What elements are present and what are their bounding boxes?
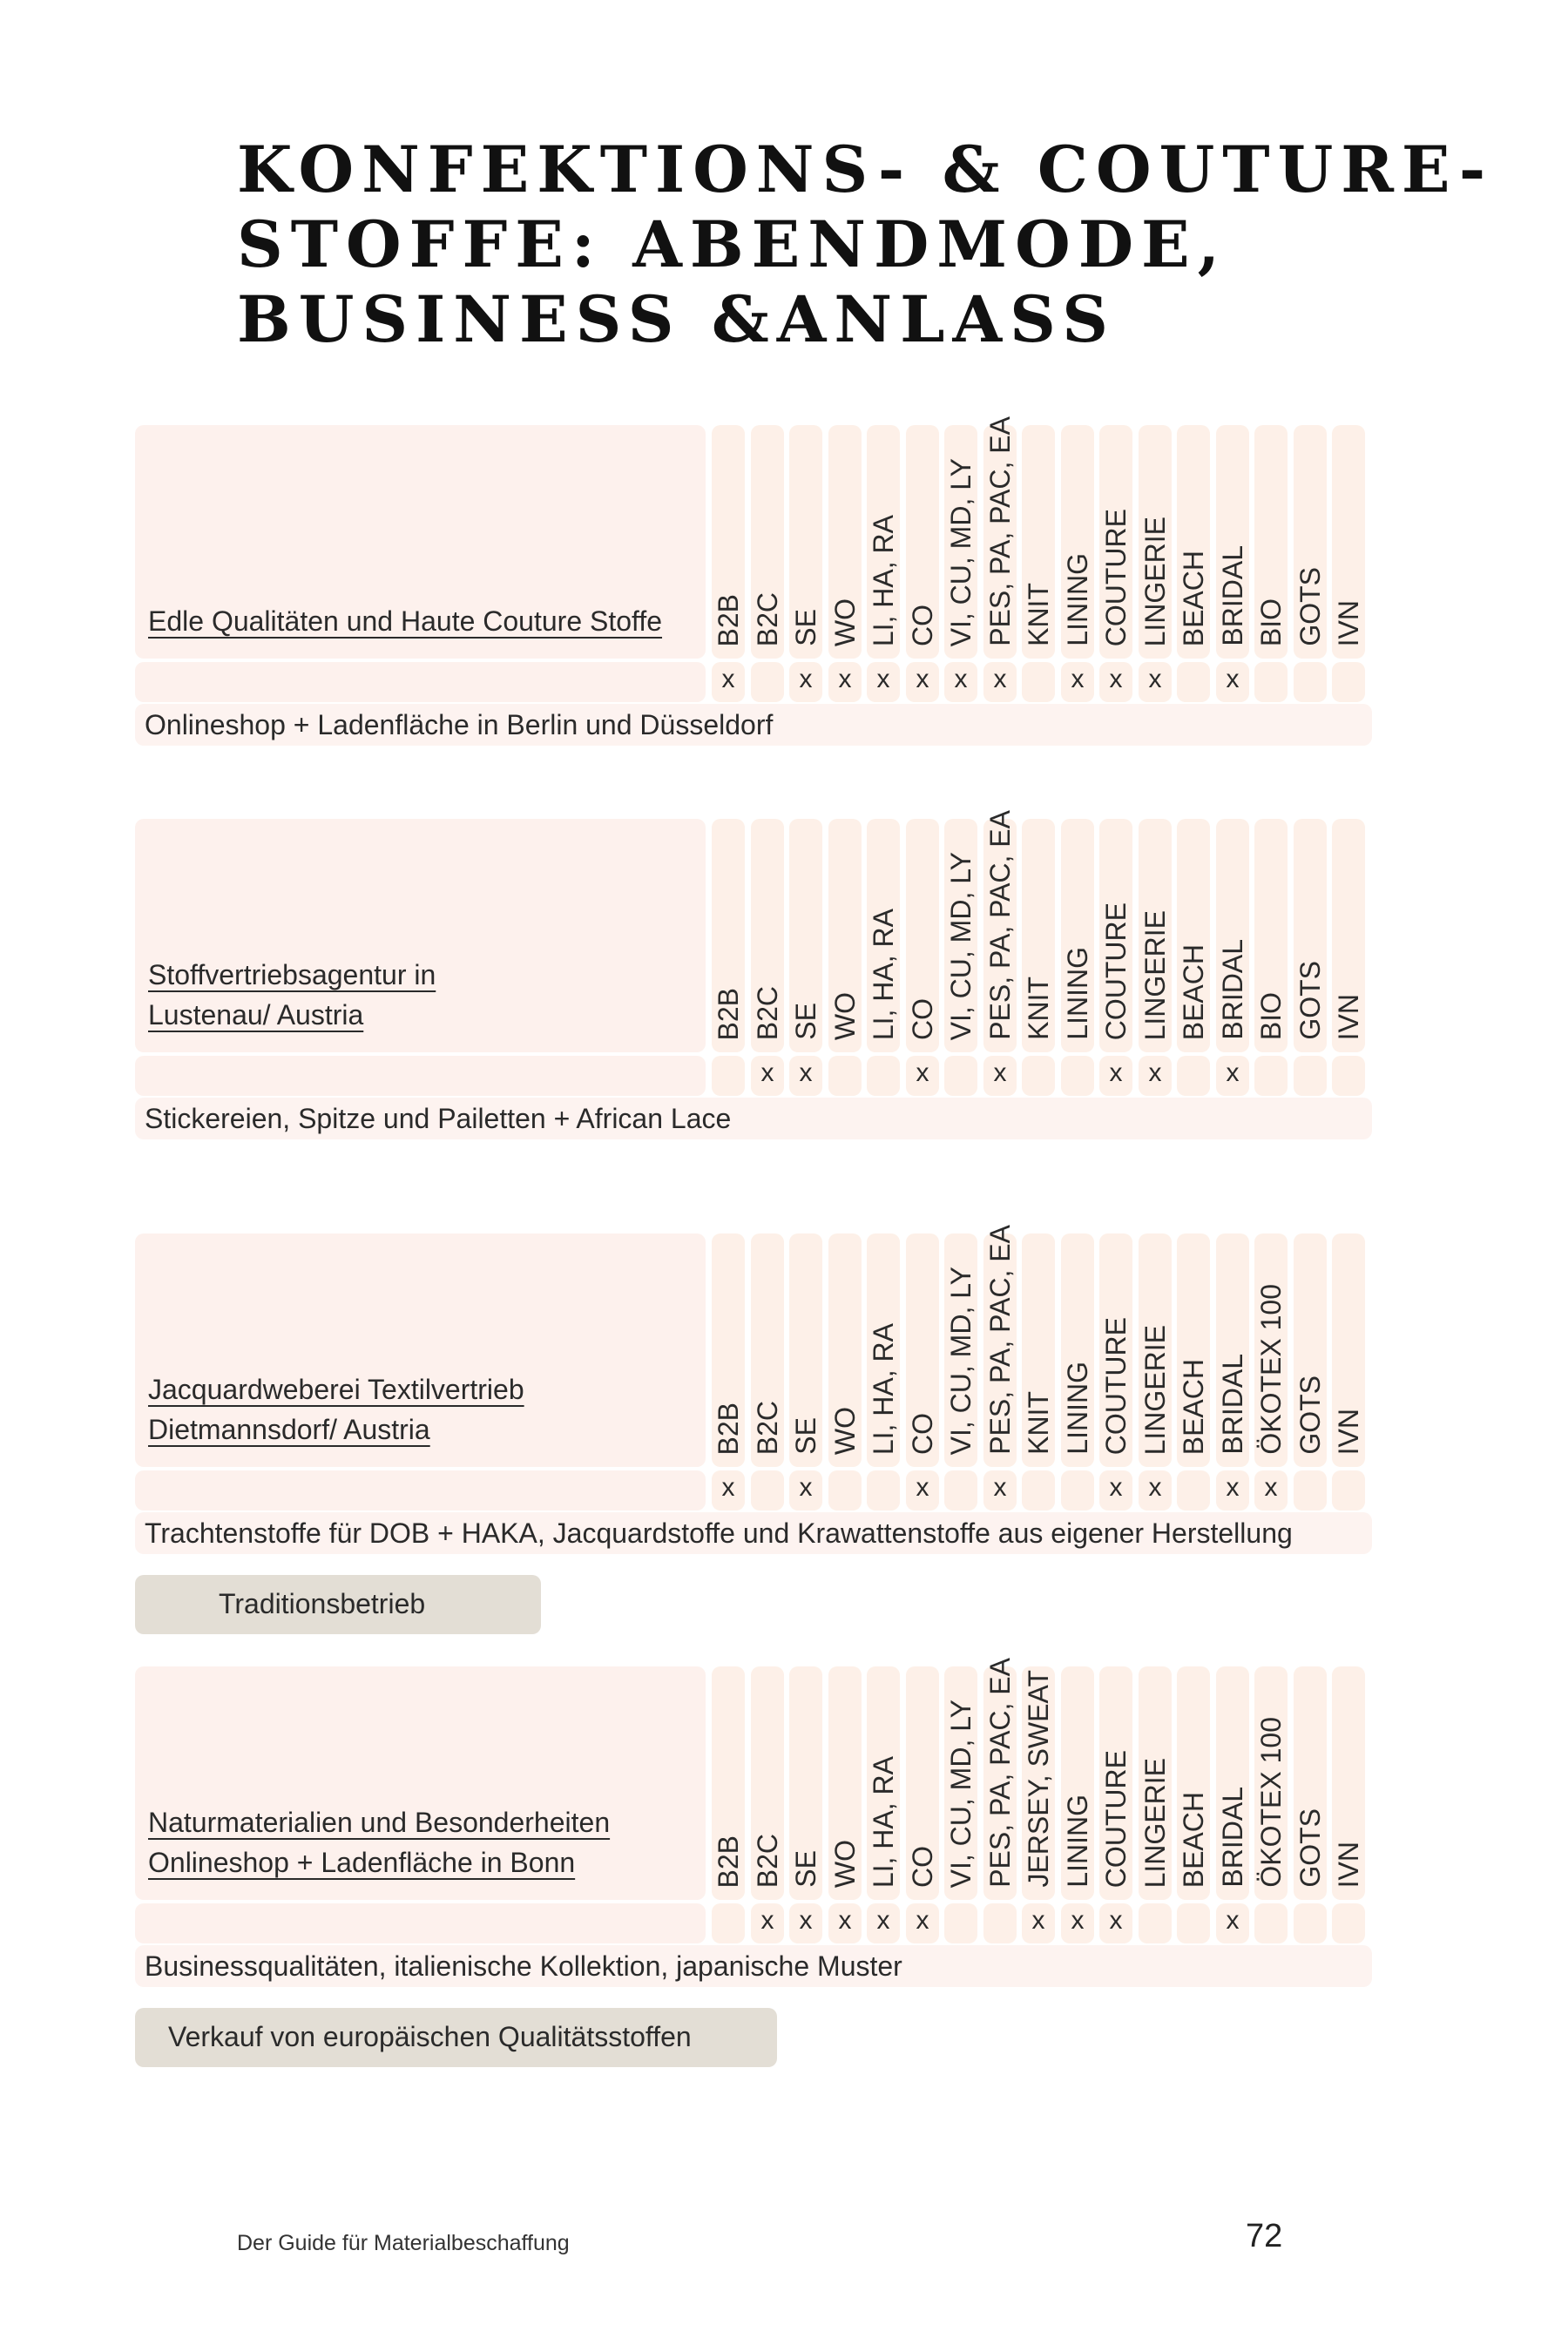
mark-cell: x — [983, 1056, 1017, 1096]
footer-guide-text: Der Guide für Materialbeschaffung — [237, 2231, 570, 2255]
mark-cell — [944, 1903, 977, 1943]
column-header-label: IVN — [1333, 1408, 1364, 1455]
column-header — [789, 1233, 822, 1467]
supplier-description — [135, 1512, 1372, 1554]
supplier-name-cell — [135, 1666, 706, 1900]
mark-cell — [1022, 1470, 1055, 1511]
column-header-label: WO — [829, 1406, 861, 1455]
column-header-label: BIO — [1255, 598, 1287, 646]
mark-cell: x — [1139, 662, 1172, 702]
mark-cell — [1254, 1903, 1288, 1943]
column-header-label: WO — [829, 598, 861, 646]
column-header — [1332, 1233, 1365, 1467]
column-header — [1254, 1666, 1288, 1900]
mark-row-label-cell — [135, 1903, 706, 1943]
column-header-label: GOTS — [1294, 1808, 1326, 1888]
column-header — [1332, 1666, 1365, 1900]
column-header-label: LI, HA, RA — [868, 1322, 899, 1455]
mark-cell: x — [906, 1056, 939, 1096]
column-header-label: BRIDAL — [1217, 939, 1248, 1040]
column-header-label: VI, CU, MD, LY — [945, 1699, 977, 1888]
mark-cell: x — [1099, 1903, 1132, 1943]
mark-cell — [1254, 662, 1288, 702]
column-header — [1061, 1666, 1094, 1900]
column-header-label: B2C — [752, 985, 783, 1040]
column-header — [1177, 1233, 1210, 1467]
column-header-label: WO — [829, 1839, 861, 1888]
tag-european-quality — [135, 2008, 777, 2067]
mark-cell — [712, 1903, 745, 1943]
column-header — [1061, 1233, 1094, 1467]
mark-cell — [1294, 662, 1327, 702]
column-header-label: BEACH — [1178, 1358, 1209, 1455]
column-header — [906, 1233, 939, 1467]
column-header-label: WO — [829, 991, 861, 1040]
column-header — [944, 425, 977, 659]
column-header — [1254, 819, 1288, 1052]
mark-cell — [1061, 1056, 1094, 1096]
column-header — [906, 819, 939, 1052]
supplier-name — [148, 601, 662, 641]
mark-cell: x — [1099, 1470, 1132, 1511]
column-header — [1099, 425, 1132, 659]
mark-cell — [1177, 1903, 1210, 1943]
column-header — [1061, 819, 1094, 1052]
mark-cell — [1332, 1056, 1365, 1096]
column-header-label: LINGERIE — [1139, 516, 1171, 646]
supplier-name-cell — [135, 1233, 706, 1467]
mark-cell: x — [789, 662, 822, 702]
mark-cell — [944, 1470, 977, 1511]
column-header — [944, 819, 977, 1052]
mark-cell: x — [1099, 662, 1132, 702]
supplier-description — [135, 704, 1372, 746]
page-title — [237, 132, 1494, 357]
column-header — [1022, 1233, 1055, 1467]
column-header-label: B2B — [713, 1402, 744, 1455]
column-header-label: GOTS — [1294, 961, 1326, 1040]
mark-cell — [983, 1903, 1017, 1943]
tag-traditionsbetrieb — [135, 1575, 541, 1634]
mark-cell: x — [828, 1903, 862, 1943]
mark-cell — [712, 1056, 745, 1096]
column-header — [1177, 425, 1210, 659]
column-header — [751, 1666, 784, 1900]
column-header-label: JERSEY, SWEAT — [1023, 1670, 1054, 1888]
column-header — [1294, 425, 1327, 659]
column-header-label: PES, PA, PAC, EA — [984, 810, 1016, 1040]
column-header — [1177, 819, 1210, 1052]
supplier-name-line: Lustenau/ Austria — [148, 999, 364, 1031]
column-header — [1294, 1666, 1327, 1900]
column-header — [828, 425, 862, 659]
mark-cell — [1332, 1470, 1365, 1511]
column-header — [1022, 1666, 1055, 1900]
column-header — [906, 425, 939, 659]
mark-cell — [1332, 1903, 1365, 1943]
column-header — [712, 819, 745, 1052]
mark-cell: x — [867, 1903, 900, 1943]
title-line-3: BUSINESS &ANLASS — [237, 282, 1116, 357]
mark-cell: x — [944, 662, 977, 702]
column-header — [1139, 1233, 1172, 1467]
mark-cell: x — [867, 662, 900, 702]
supplier-name — [148, 1369, 524, 1450]
mark-cell — [828, 1056, 862, 1096]
mark-cell: x — [1254, 1470, 1288, 1511]
mark-cell: x — [1139, 1056, 1172, 1096]
column-header-label: PES, PA, PAC, EA — [984, 416, 1016, 646]
mark-cell — [1177, 1470, 1210, 1511]
mark-cell — [1294, 1903, 1327, 1943]
column-header-label: CO — [907, 1413, 938, 1455]
column-header — [1139, 1666, 1172, 1900]
mark-cell: x — [1216, 1903, 1249, 1943]
mark-cell: x — [983, 662, 1017, 702]
column-header-label: CO — [907, 1846, 938, 1888]
supplier-name-line: Naturmaterialien und Besonderheiten — [148, 1807, 611, 1838]
supplier-description — [135, 1098, 1372, 1139]
column-header — [944, 1233, 977, 1467]
column-header — [789, 1666, 822, 1900]
column-header — [867, 1233, 900, 1467]
supplier-description-text: Stickereien, Spitze und Pailetten + African Lace — [145, 1103, 732, 1134]
mark-cell: x — [906, 1470, 939, 1511]
mark-cell: x — [712, 662, 745, 702]
column-header-label: B2B — [713, 1835, 744, 1888]
column-header-label: BEACH — [1178, 943, 1209, 1040]
column-header — [828, 1233, 862, 1467]
column-header-label: LINGERIE — [1139, 1324, 1171, 1455]
supplier-name-line: Edle Qualitäten und Haute Couture Stoffe — [148, 605, 663, 637]
column-header — [1099, 1233, 1132, 1467]
tag-label: Traditionsbetrieb — [219, 1588, 426, 1619]
column-header-label: LINING — [1062, 1794, 1093, 1888]
mark-cell: x — [906, 1903, 939, 1943]
mark-cell: x — [828, 662, 862, 702]
supplier-name — [148, 1802, 610, 1882]
supplier-description-text: Businessqualitäten, italienische Kollektion, japanische Muster — [145, 1950, 902, 1982]
column-header-label: SE — [790, 1417, 821, 1455]
column-header — [944, 1666, 977, 1900]
column-header — [751, 1233, 784, 1467]
column-header — [1254, 425, 1288, 659]
column-header-label: CO — [907, 605, 938, 646]
column-header-label: IVN — [1333, 599, 1364, 646]
column-header — [751, 425, 784, 659]
mark-cell — [1177, 1056, 1210, 1096]
mark-cell: x — [789, 1903, 822, 1943]
title-line-1: KONFEKTIONS- & COUTURE- — [237, 132, 1494, 207]
title-line-2: STOFFE: ABENDMODE, — [237, 207, 1228, 282]
column-header — [712, 425, 745, 659]
supplier-name-line: Dietmannsdorf/ Austria — [148, 1414, 430, 1445]
mark-cell — [751, 1470, 784, 1511]
column-header — [867, 819, 900, 1052]
mark-row-label-cell — [135, 1470, 706, 1511]
column-header — [712, 1233, 745, 1467]
column-header — [983, 416, 1017, 659]
tag-label: Verkauf von europäischen Qualitätsstoffen — [168, 2021, 692, 2052]
column-header-label: KNIT — [1023, 977, 1054, 1040]
column-header-label: ÖKOTEX 100 — [1255, 1717, 1287, 1888]
column-header — [1139, 819, 1172, 1052]
page-number: 72 — [1246, 2218, 1283, 2254]
column-header — [1216, 1666, 1249, 1900]
column-header — [1332, 819, 1365, 1052]
column-header — [867, 1666, 900, 1900]
column-header-label: SE — [790, 609, 821, 646]
column-header-label: B2C — [752, 1400, 783, 1455]
supplier-name-line: Jacquardweberei Textilvertrieb — [148, 1374, 524, 1405]
column-header-label: BRIDAL — [1217, 1787, 1248, 1888]
mark-row-label-cell — [135, 662, 706, 702]
column-header-label: B2B — [713, 593, 744, 646]
supplier-name-line: Onlineshop + Ladenfläche in Bonn — [148, 1847, 576, 1878]
column-header-label: COUTURE — [1100, 1316, 1132, 1455]
column-header-label: BRIDAL — [1217, 545, 1248, 646]
supplier-description-text: Onlineshop + Ladenfläche in Berlin und Düsseldorf — [145, 709, 774, 740]
column-header-label: BRIDAL — [1217, 1354, 1248, 1455]
column-header-label: IVN — [1333, 993, 1364, 1040]
column-header — [867, 425, 900, 659]
column-header-label: PES, PA, PAC, EA — [984, 1225, 1016, 1455]
column-header-label: LINGERIE — [1139, 1757, 1171, 1888]
mark-cell: x — [1139, 1470, 1172, 1511]
column-header-label: COUTURE — [1100, 508, 1132, 646]
column-header — [1099, 819, 1132, 1052]
mark-cell: x — [1061, 1903, 1094, 1943]
supplier-name — [148, 955, 436, 1035]
column-header-label: CO — [907, 998, 938, 1040]
mark-cell — [1022, 662, 1055, 702]
column-header — [1022, 819, 1055, 1052]
column-header-label: SE — [790, 1850, 821, 1888]
column-header-label: IVN — [1333, 1841, 1364, 1888]
column-header-label: COUTURE — [1100, 902, 1132, 1040]
column-header-label: LINGERIE — [1139, 909, 1171, 1040]
column-header-label: BEACH — [1178, 1791, 1209, 1888]
mark-cell: x — [789, 1470, 822, 1511]
column-header-label: GOTS — [1294, 567, 1326, 646]
mark-cell: x — [751, 1056, 784, 1096]
column-header-label: KNIT — [1023, 583, 1054, 646]
column-header — [1216, 425, 1249, 659]
mark-cell — [867, 1056, 900, 1096]
mark-cell: x — [983, 1470, 1017, 1511]
column-header-label: VI, CU, MD, LY — [945, 1266, 977, 1455]
column-header-label: B2C — [752, 591, 783, 646]
column-header — [789, 425, 822, 659]
column-header — [906, 1666, 939, 1900]
column-header-label: B2B — [713, 987, 744, 1040]
column-header-label: LI, HA, RA — [868, 1755, 899, 1888]
mark-cell: x — [712, 1470, 745, 1511]
mark-cell: x — [789, 1056, 822, 1096]
column-header — [1332, 425, 1365, 659]
column-header — [1254, 1233, 1288, 1467]
mark-cell: x — [1061, 662, 1094, 702]
mark-cell — [1254, 1056, 1288, 1096]
mark-cell — [867, 1470, 900, 1511]
column-header-label: KNIT — [1023, 1391, 1054, 1455]
column-header — [828, 1666, 862, 1900]
column-header-label: LI, HA, RA — [868, 514, 899, 646]
column-header — [983, 1225, 1017, 1467]
column-header — [789, 819, 822, 1052]
mark-cell — [1139, 1903, 1172, 1943]
mark-cell: x — [1099, 1056, 1132, 1096]
mark-cell — [1022, 1056, 1055, 1096]
mark-cell — [1332, 662, 1365, 702]
column-header — [1139, 425, 1172, 659]
mark-cell: x — [751, 1903, 784, 1943]
supplier-name-cell — [135, 819, 706, 1052]
mark-cell — [1294, 1056, 1327, 1096]
mark-cell — [751, 662, 784, 702]
column-header — [1099, 1666, 1132, 1900]
column-header-label: LINING — [1062, 1362, 1093, 1455]
supplier-description — [135, 1945, 1372, 1987]
column-header-label: BIO — [1255, 991, 1287, 1040]
column-header — [1177, 1666, 1210, 1900]
column-header-label: B2C — [752, 1833, 783, 1888]
column-header — [712, 1666, 745, 1900]
column-header — [751, 819, 784, 1052]
column-header — [828, 819, 862, 1052]
column-header-label: LINING — [1062, 947, 1093, 1040]
column-header — [1294, 1233, 1327, 1467]
mark-cell — [828, 1470, 862, 1511]
mark-cell — [1177, 662, 1210, 702]
mark-cell: x — [1022, 1903, 1055, 1943]
column-header-label: GOTS — [1294, 1375, 1326, 1455]
mark-cell — [1061, 1470, 1094, 1511]
supplier-description-text: Trachtenstoffe für DOB + HAKA, Jacquardstoffe und Krawattenstoffe aus eigener Herstellung — [145, 1517, 1293, 1549]
column-header — [983, 1658, 1017, 1900]
column-header — [1022, 425, 1055, 659]
column-header — [1216, 1233, 1249, 1467]
column-header — [1061, 425, 1094, 659]
mark-cell: x — [1216, 1470, 1249, 1511]
column-header-label: VI, CU, MD, LY — [945, 851, 977, 1040]
mark-row-label-cell — [135, 1056, 706, 1096]
column-header-label: LI, HA, RA — [868, 908, 899, 1040]
column-header-label: ÖKOTEX 100 — [1255, 1284, 1287, 1455]
column-header-label: BEACH — [1178, 550, 1209, 646]
column-header — [983, 810, 1017, 1052]
supplier-name-line: Stoffvertriebsagentur in — [148, 959, 436, 990]
column-header-label: PES, PA, PAC, EA — [984, 1658, 1016, 1888]
column-header-label: VI, CU, MD, LY — [945, 457, 977, 646]
column-header-label: LINING — [1062, 553, 1093, 646]
column-header — [1216, 819, 1249, 1052]
mark-cell: x — [1216, 662, 1249, 702]
mark-cell — [1294, 1470, 1327, 1511]
supplier-name-cell — [135, 425, 706, 659]
mark-cell: x — [1216, 1056, 1249, 1096]
column-header — [1294, 819, 1327, 1052]
column-header-label: SE — [790, 1003, 821, 1040]
mark-cell — [944, 1056, 977, 1096]
mark-cell: x — [906, 662, 939, 702]
column-header-label: COUTURE — [1100, 1749, 1132, 1888]
